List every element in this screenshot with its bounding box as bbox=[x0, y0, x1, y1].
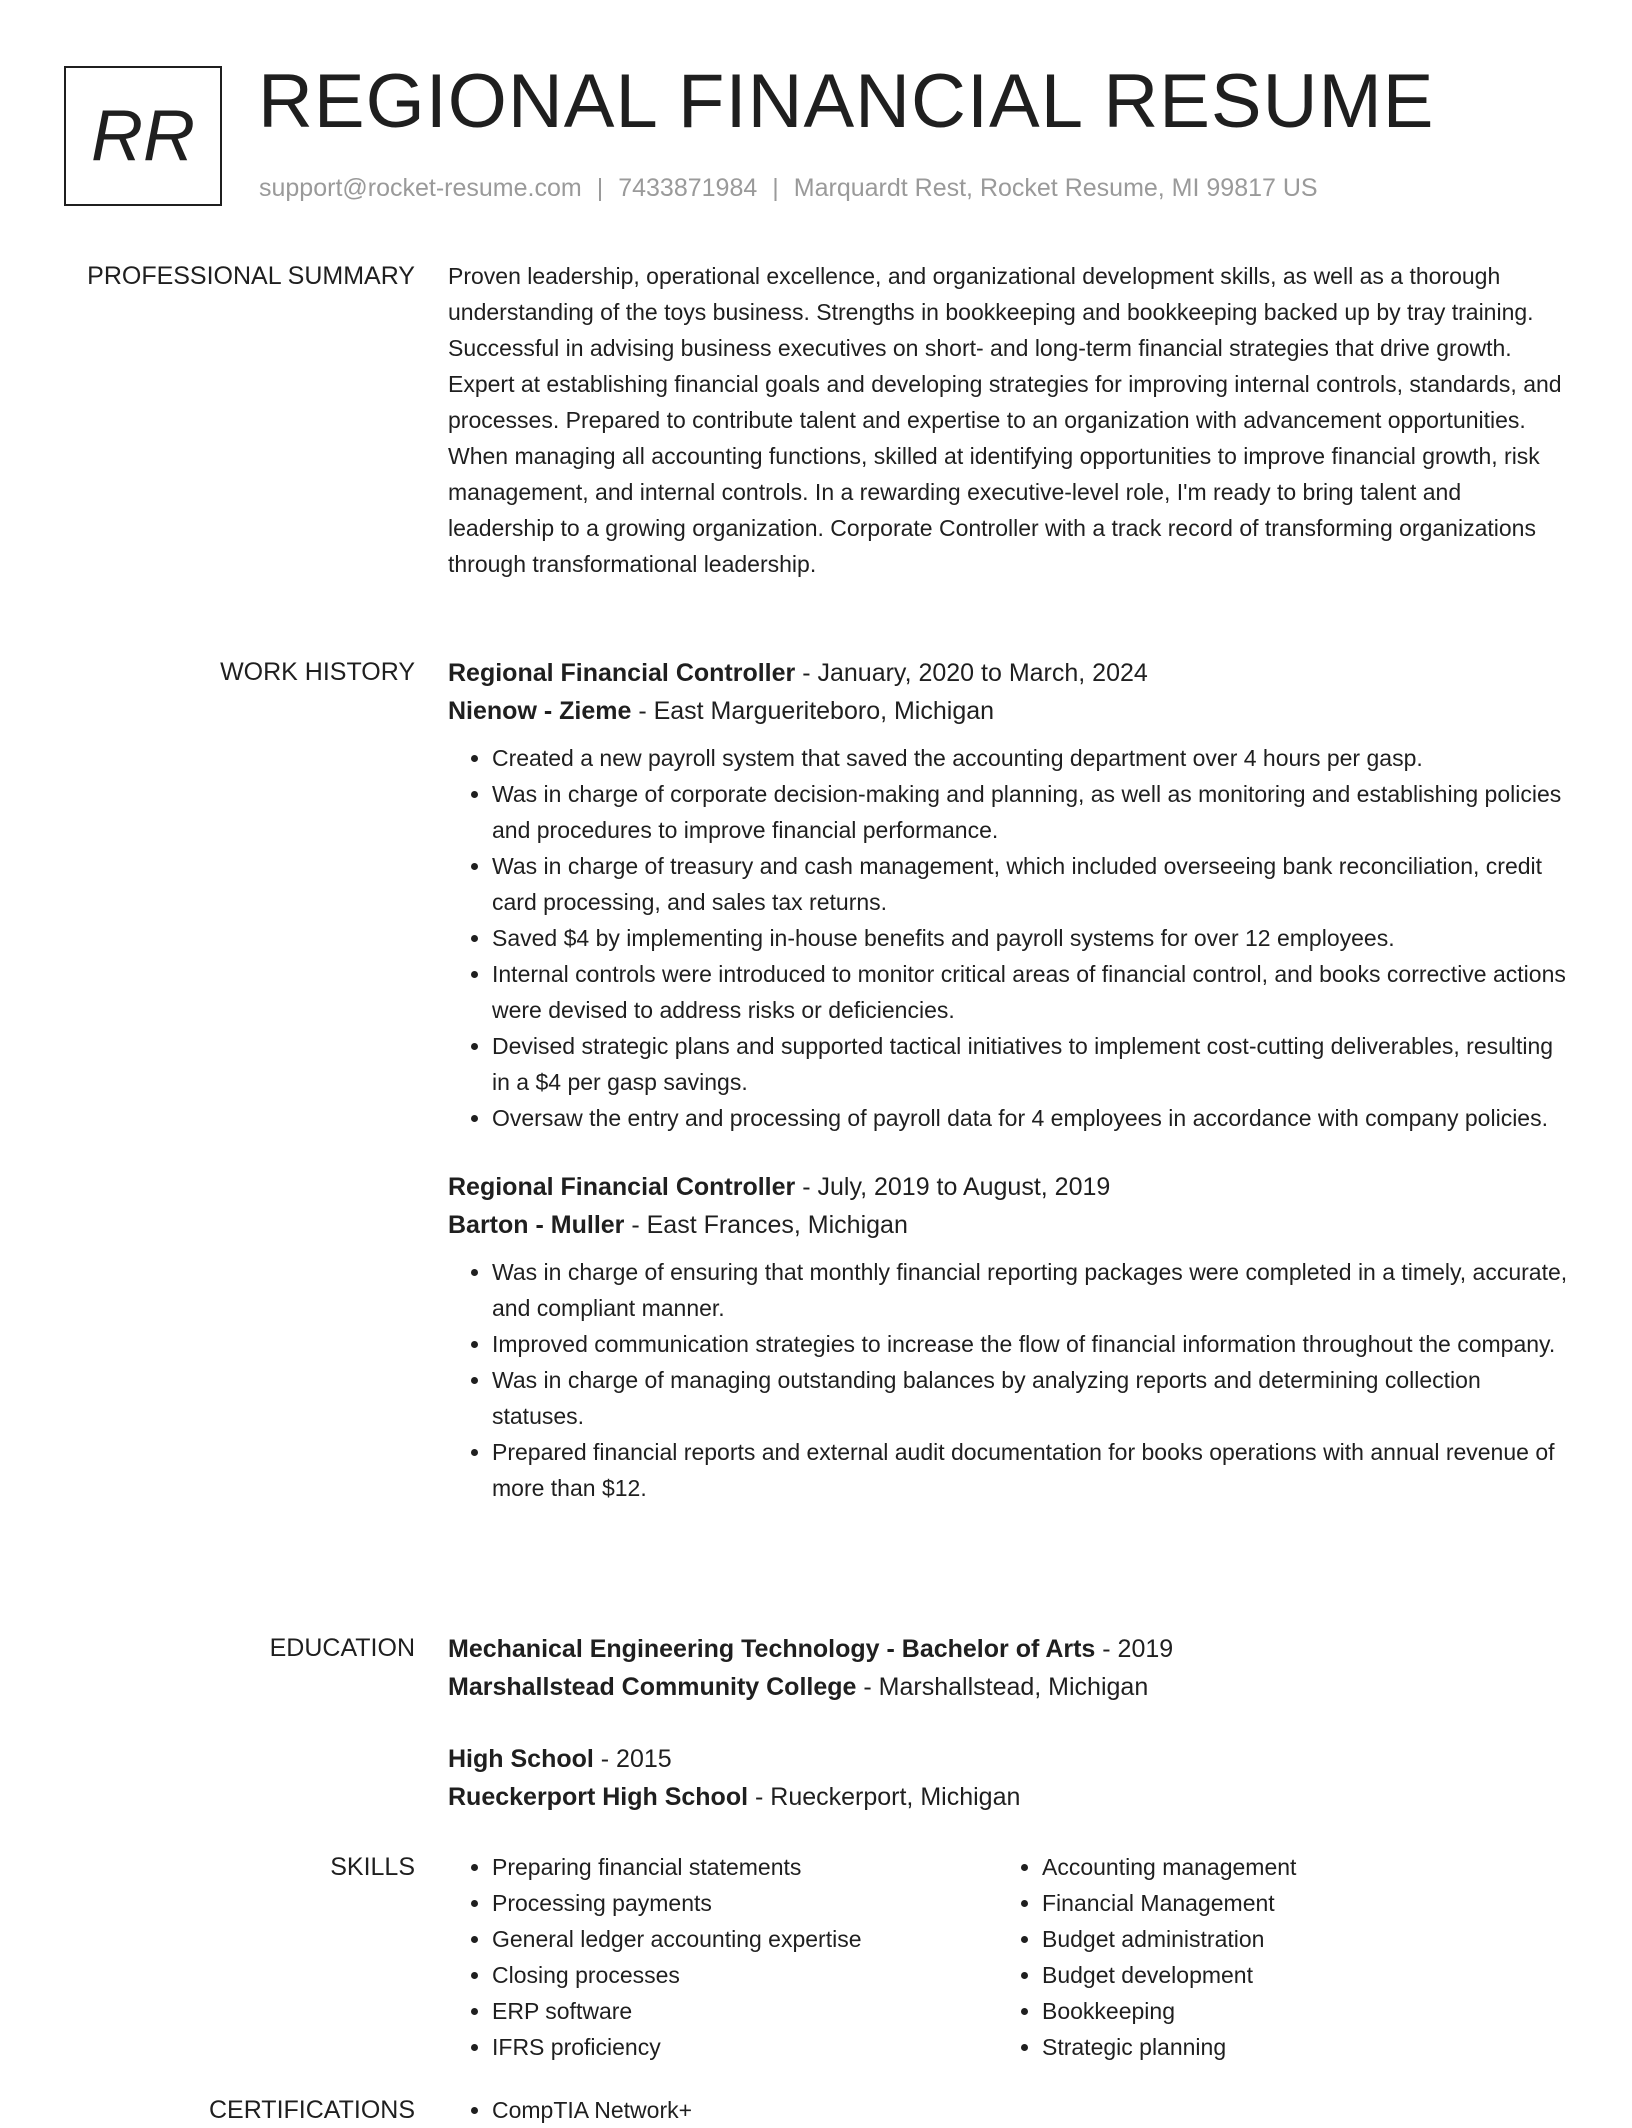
degree-name: Mechanical Engineering Technology - Bachelor of Arts bbox=[448, 1635, 1096, 1663]
list-item: • Was in charge of managing outstanding balances by analyzing reports and determining collection statuses. bbox=[492, 1362, 1568, 1434]
list-item: • CompTIA Network+ bbox=[492, 2092, 1568, 2128]
email-text: support@rocket-resume.com bbox=[259, 174, 582, 202]
list-item: • Devised strategic plans and supported tactical initiatives to implement cost-cutting deliverables, resulting in a $4 per gasp savings. bbox=[492, 1028, 1568, 1100]
list-item: • General ledger accounting expertise bbox=[492, 1921, 998, 1957]
education-body bbox=[448, 1630, 1568, 1816]
job-dates: - January, 2020 to March, 2024 bbox=[795, 659, 1148, 687]
list-item: • Preparing financial statements bbox=[492, 1849, 998, 1885]
list-item: • Was in charge of ensuring that monthly financial reporting packages were completed in a timely, accurate, and compliant manner. bbox=[492, 1254, 1568, 1326]
work-history-body bbox=[448, 654, 1568, 1506]
school-name: Rueckerport High School bbox=[448, 1783, 749, 1811]
list-item: • IFRS proficiency bbox=[492, 2029, 998, 2065]
list-item: • Improved communication strategies to increase the flow of financial information throughout the company. bbox=[492, 1326, 1568, 1362]
list-item: • Internal controls were introduced to monitor critical areas of financial control, and books corrective actions were devised to address risks or deficiencies. bbox=[492, 956, 1568, 1028]
list-item: • Strategic planning bbox=[1042, 2029, 1548, 2065]
degree-line bbox=[448, 1630, 1568, 1668]
job-title: Regional Financial Controller bbox=[448, 1173, 796, 1201]
job-title-line bbox=[448, 654, 1568, 692]
list-item: • Budget administration bbox=[1042, 1921, 1548, 1957]
contact-line bbox=[259, 174, 1318, 203]
list-item: • Accounting management bbox=[1042, 1849, 1548, 1885]
list-item: • Oversaw the entry and processing of payroll data for 4 employees in accordance with company policies. bbox=[492, 1100, 1568, 1136]
degree-year: - 2015 bbox=[593, 1745, 672, 1773]
company-line bbox=[448, 692, 1568, 730]
separator: | bbox=[772, 174, 779, 202]
list-item: • ERP software bbox=[492, 1993, 998, 2029]
list-item: • Processing payments bbox=[492, 1885, 998, 1921]
certifications-list bbox=[448, 2092, 1568, 2128]
company-name: Barton - Muller bbox=[448, 1211, 625, 1239]
section-label-skills: SKILLS bbox=[330, 1853, 415, 1881]
job-title: Regional Financial Controller bbox=[448, 659, 796, 687]
skills-column-right bbox=[998, 1849, 1548, 2065]
list-item: • Budget development bbox=[1042, 1957, 1548, 1993]
summary-text: Proven leadership, operational excellence, and organizational development skills, as well as a thorough understanding of the toys business. Strengths in bookkeeping and bookkeeping backed up by tray training. Successful in advising business executives on short- and long-term financial strategies that drive growth. Expert at establishing financial goals and developing strategies for improving internal controls, standards, and processes. Prepared to contribute talent and expertise to an organization with advancement opportunities. When managing all accounting functions, skilled at identifying opportunities to improve financial growth, risk management, and internal controls. In a rewarding executive-level role, I'm ready to bring talent and leadership to a growing organization. Corporate Controller with a track record of transforming organizations through transformational leadership. bbox=[448, 263, 1562, 577]
school-name: Marshallstead Community College bbox=[448, 1673, 857, 1701]
monogram-logo: RR bbox=[64, 66, 222, 206]
job-title-line bbox=[448, 1168, 1568, 1206]
company-location: - East Frances, Michigan bbox=[624, 1211, 908, 1239]
list-item: • Was in charge of corporate decision-making and planning, as well as monitoring and establishing policies and procedures to improve financial performance. bbox=[492, 776, 1568, 848]
job-entry bbox=[448, 1168, 1568, 1506]
degree-name: High School bbox=[448, 1745, 594, 1773]
list-item: • Created a new payroll system that saved the accounting department over 4 hours per gasp. bbox=[492, 740, 1568, 776]
list-item: • Prepared financial reports and external audit documentation for books operations with annual revenue of more than $12. bbox=[492, 1434, 1568, 1506]
list-item: • Was in charge of treasury and cash management, which included overseeing bank reconciliation, credit card processing, and sales tax returns. bbox=[492, 848, 1568, 920]
job-bullets bbox=[448, 1254, 1568, 1506]
school-line bbox=[448, 1668, 1568, 1706]
list-item: • Financial Management bbox=[1042, 1885, 1548, 1921]
job-entry bbox=[448, 654, 1568, 1136]
education-entry bbox=[448, 1740, 1568, 1816]
education-entry bbox=[448, 1630, 1568, 1706]
phone-text: 7433871984 bbox=[618, 174, 758, 202]
company-line bbox=[448, 1206, 1568, 1244]
degree-year: - 2019 bbox=[1095, 1635, 1174, 1663]
company-location: - East Margueriteboro, Michigan bbox=[631, 697, 995, 725]
section-label-summary: PROFESSIONAL SUMMARY bbox=[87, 262, 415, 290]
degree-line bbox=[448, 1740, 1568, 1778]
resume-title: REGIONAL FINANCIAL RESUME bbox=[258, 59, 1435, 144]
skills-column-left bbox=[448, 1849, 998, 2065]
address-text: Marquardt Rest, Rocket Resume, MI 99817 US bbox=[793, 174, 1318, 202]
company-name: Nienow - Zieme bbox=[448, 697, 632, 725]
school-location: - Marshallstead, Michigan bbox=[856, 1673, 1149, 1701]
job-bullets bbox=[448, 740, 1568, 1136]
section-label-work: WORK HISTORY bbox=[220, 658, 415, 686]
skills-body bbox=[448, 1849, 1568, 2065]
job-dates: - July, 2019 to August, 2019 bbox=[795, 1173, 1111, 1201]
list-item: • Saved $4 by implementing in-house benefits and payroll systems for over 12 employees. bbox=[492, 920, 1568, 956]
section-label-certifications: CERTIFICATIONS bbox=[208, 2096, 415, 2124]
school-line bbox=[448, 1778, 1568, 1816]
list-item: • Bookkeeping bbox=[1042, 1993, 1548, 2029]
separator: | bbox=[596, 174, 604, 202]
school-location: - Rueckerport, Michigan bbox=[748, 1783, 1021, 1811]
certifications-body bbox=[448, 2092, 1568, 2128]
section-label-education: EDUCATION bbox=[269, 1634, 415, 1662]
list-item: • Closing processes bbox=[492, 1957, 998, 1993]
